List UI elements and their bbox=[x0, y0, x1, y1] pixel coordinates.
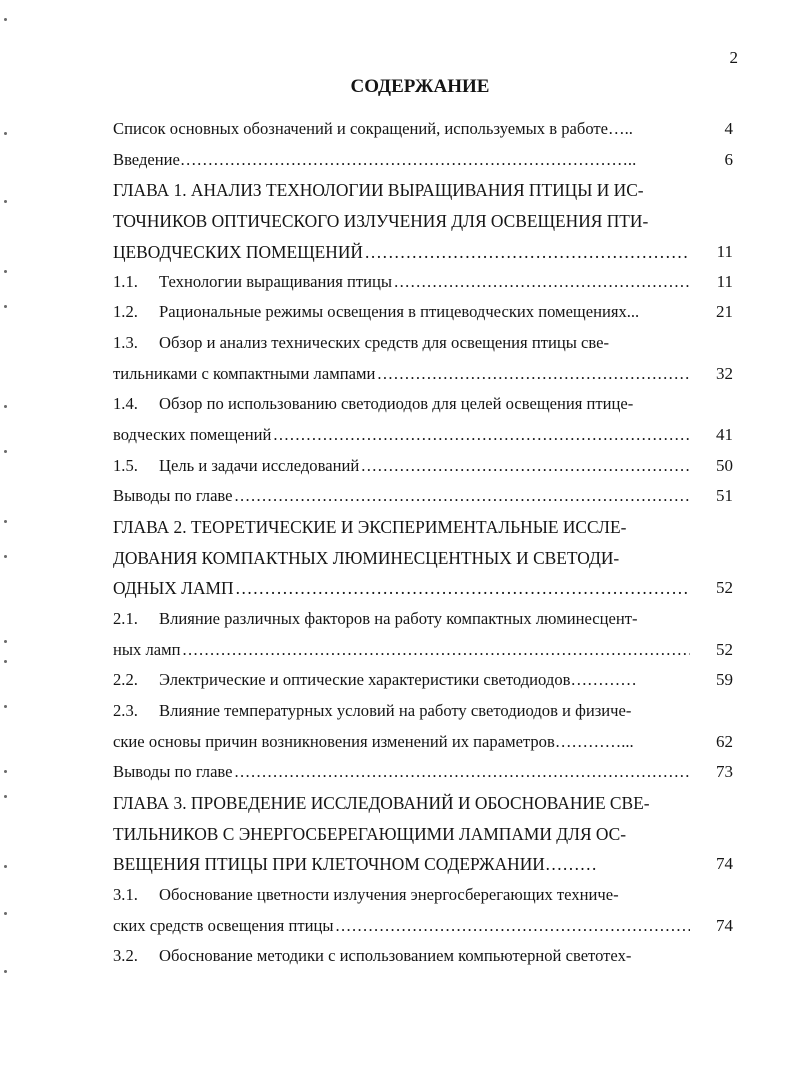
toc-page-number: 74 bbox=[716, 916, 733, 935]
toc-entry-1-3-cont: тильниками с компактными лампами . . . bbox=[113, 362, 690, 386]
toc-entry-3-2[interactable]: 3.2. Обоснование методики с использованием компьютерной светотех- bbox=[113, 946, 632, 965]
toc-entry-2-3[interactable]: 2.3. Влияние температурных условий на работу светодиодов и физиче- bbox=[113, 701, 632, 720]
toc-entry-conclusions-2[interactable]: Выводы по главе . . . bbox=[113, 760, 690, 784]
toc-entry-chapter-1[interactable]: ГЛАВА 1. АНАЛИЗ ТЕХНОЛОГИИ ВЫРАЩИВАНИЯ ПТИЦЫ И ИС- bbox=[113, 180, 644, 200]
toc-entry-1-3[interactable]: 1.3. Обзор и анализ технических средств для освещения птицы све- bbox=[113, 333, 610, 352]
toc-entry-chapter-1-cont: ТОЧНИКОВ ОПТИЧЕСКОГО ИЗЛУЧЕНИЯ ДЛЯ ОСВЕЩЕНИЯ ПТИ- bbox=[113, 211, 649, 231]
toc-page-number: 11 bbox=[716, 272, 733, 291]
toc-page-number: 62 bbox=[716, 732, 733, 751]
toc-page-number: 73 bbox=[716, 762, 733, 781]
toc-entry-1-4-cont: водческих помещений . . . bbox=[113, 423, 690, 447]
toc-entry-chapter-3[interactable]: ГЛАВА 3. ПРОВЕДЕНИЕ ИССЛЕДОВАНИЙ И ОБОСНОВАНИЕ СВЕ- bbox=[113, 793, 650, 813]
toc-entry-conclusions-1[interactable]: Выводы по главе . . . bbox=[113, 484, 690, 508]
toc-entry-2-1-cont: ных ламп . . . bbox=[113, 638, 690, 662]
toc-page-number: 52 bbox=[716, 640, 733, 659]
toc-page-number: 52 bbox=[716, 578, 733, 597]
toc-entry-introduction[interactable] bbox=[113, 148, 690, 172]
page-number: 2 bbox=[729, 48, 738, 67]
toc-entry-text: Список основных обозначений и сокращений, используемых в работе….. bbox=[113, 119, 633, 138]
toc-page-number: 11 bbox=[716, 242, 733, 261]
toc-page-number: 32 bbox=[716, 364, 733, 383]
toc-entry-1-5[interactable]: 1.5. Цель и задачи исследований . . . bbox=[113, 454, 690, 478]
toc-entry-1-4[interactable]: 1.4. Обзор по использованию светодиодов для целей освещения птице- bbox=[113, 394, 634, 413]
toc-entry-chapter-2[interactable]: ГЛАВА 2. ТЕОРЕТИЧЕСКИЕ И ЭКСПЕРИМЕНТАЛЬНЫЕ ИССЛЕ- bbox=[113, 517, 627, 537]
toc-entry-1-1[interactable]: 1.1. Технологии выращивания птицы . . . bbox=[113, 270, 690, 294]
toc-entry-2-3-cont: ские основы причин возникновения изменений их параметров…………... bbox=[113, 732, 634, 751]
toc-entry-chapter-3-cont: ТИЛЬНИКОВ С ЭНЕРГОСБЕРЕГАЮЩИМИ ЛАМПАМИ ДЛЯ ОС- bbox=[113, 824, 627, 844]
page-title: СОДЕРЖАНИЕ bbox=[350, 76, 490, 97]
toc-entry-2-2[interactable]: 2.2. Электрические и оптические характеристики светодиодов………… bbox=[113, 670, 637, 689]
toc-entry-abbreviations[interactable] bbox=[113, 117, 690, 141]
toc-page-number: 21 bbox=[716, 302, 733, 321]
toc-entry-3-1[interactable]: 3.1. Обоснование цветности излучения энергосберегающих техниче- bbox=[113, 885, 619, 904]
toc-page-number: 4 bbox=[724, 119, 733, 138]
toc-entry-chapter-1-end: ЦЕВОДЧЕСКИХ ПОМЕЩЕНИЙ . . . bbox=[113, 240, 690, 264]
toc-entry-2-1[interactable]: 2.1. Влияние различных факторов на работу компактных люминесцент- bbox=[113, 609, 638, 628]
toc-entry-chapter-3-end: ВЕЩЕНИЯ ПТИЦЫ ПРИ КЛЕТОЧНОМ СОДЕРЖАНИИ……… bbox=[113, 854, 597, 874]
toc-page-number: 41 bbox=[716, 425, 733, 444]
toc-page-number: 6 bbox=[724, 150, 733, 169]
toc-entry-chapter-2-cont: ДОВАНИЯ КОМПАКТНЫХ ЛЮМИНЕСЦЕНТНЫХ И СВЕТОДИ- bbox=[113, 548, 620, 568]
toc-page-number: 74 bbox=[716, 854, 733, 873]
toc-page-number: 50 bbox=[716, 456, 733, 475]
toc-entry-3-1-cont: ских средств освещения птицы . . . bbox=[113, 914, 690, 938]
toc-page-number: 51 bbox=[716, 486, 733, 505]
toc-page-number: 59 bbox=[716, 670, 733, 689]
toc-entry-1-2[interactable]: 1.2. Рациональные режимы освещения в птицеводческих помещениях... bbox=[113, 302, 640, 321]
scan-edge-marks bbox=[0, 0, 12, 1079]
toc-entry-text: Введение……………………………………………………………………….. bbox=[113, 150, 637, 169]
toc-entry-chapter-2-end: ОДНЫХ ЛАМП . . . bbox=[113, 576, 690, 600]
